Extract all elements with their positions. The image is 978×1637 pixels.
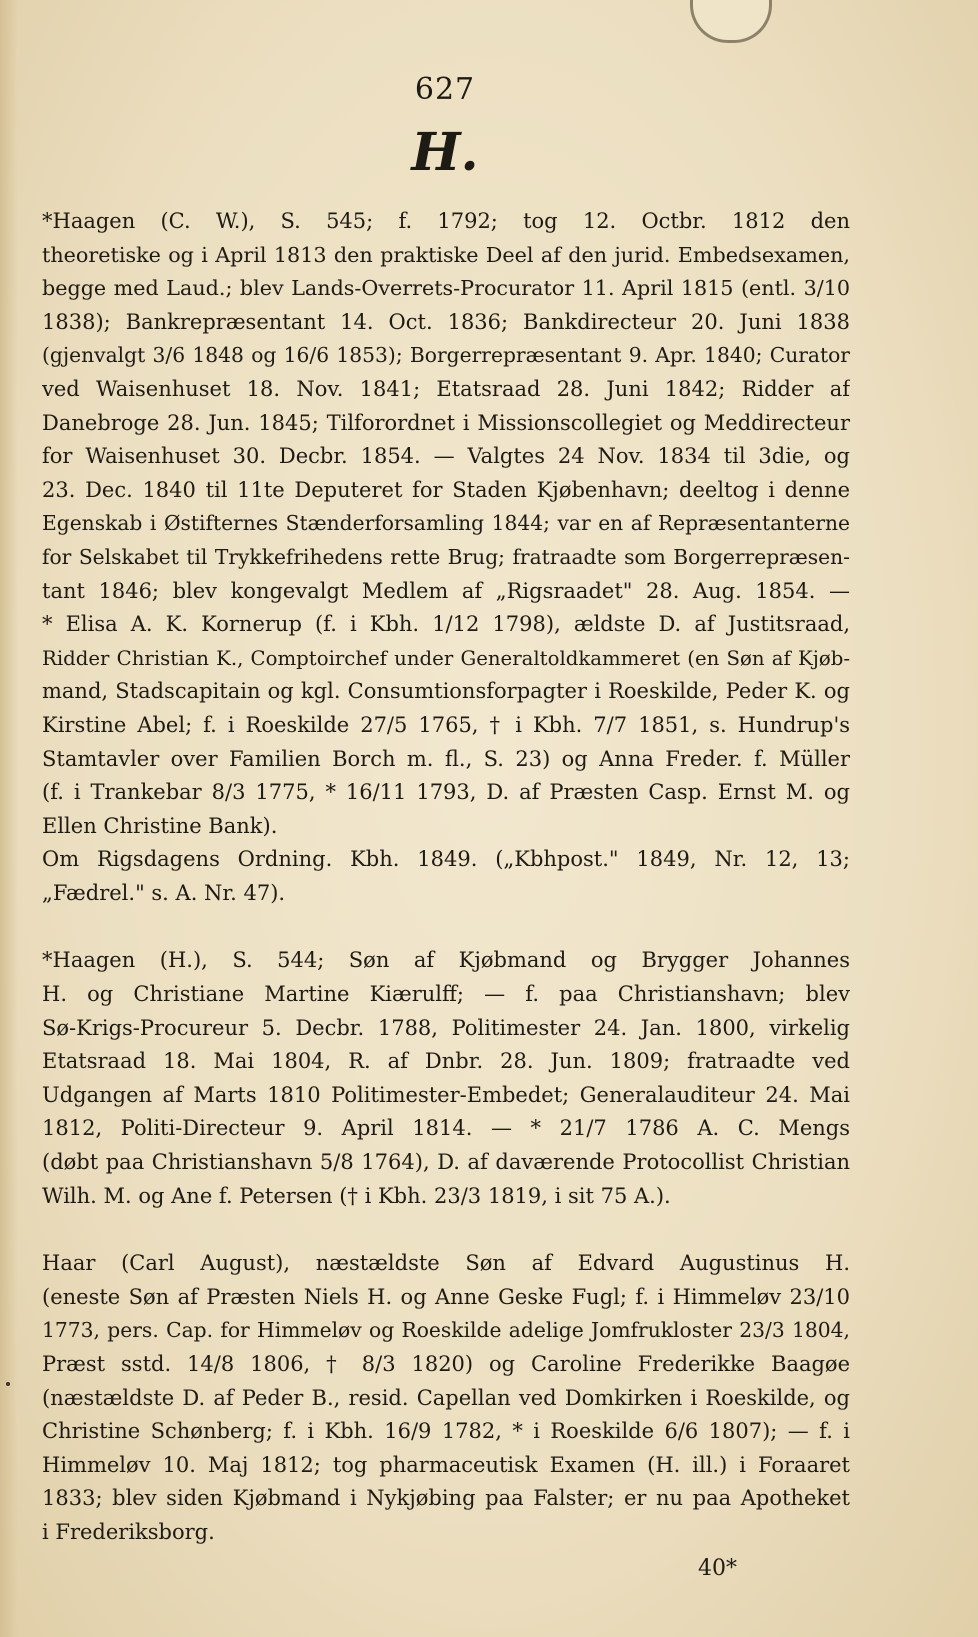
entry-line: theoretiske og i April 1813 den praktiske Deel af den jurid. Embedsexamen, [42,242,850,267]
entry-line: (f. i Trankebar 8/3 1775, * 16/11 1793, D. af Præsten Casp. Ernst M. og [42,780,850,805]
entry-line: Christine Schønberg; f. i Kbh. 16/9 1782, * i Roeskilde 6/6 1807); — f. i [42,1419,850,1444]
entry-publication-line: „Fædrel." s. A. Nr. 47). [42,880,286,905]
entries-container [42,205,850,1584]
entry-line: tant 1846; blev kongevalgt Medlem af „Rigsraadet" 28. Aug. 1854. — [42,578,850,603]
entry-line: Stamtavler over Familien Borch m. fl., S. 23) og Anna Freder. f. Müller [42,746,850,771]
entry-line: Præst sstd. 14/8 1806, † 8/3 1820) og Caroline Frederikke Baagøe [42,1352,850,1376]
entry-line: 1812, Politi-Directeur 9. April 1814. — * 21/7 1786 A. C. Mengs [42,1116,850,1141]
entry-line: mand, Stadscapitain og kgl. Consumtionsforpagter i Roeskilde, Peder K. og [42,679,850,704]
entry-publication-line: Om Rigsdagens Ordning. Kbh. 1849. („Kbhpost." 1849, Nr. 12, 13; [42,847,850,872]
entry-line: *Haagen (H.), S. 544; Søn af Kjøbmand og Brygger Johannes [42,948,850,973]
entry-line: H. og Christiane Martine Kiærulff; — f. paa Christianshavn; blev [42,982,850,1007]
entry-line: Egenskab i Østifternes Stænderforsamling 1844; var en af Repræsentanterne [42,511,850,536]
entry-line: Kirstine Abel; f. i Roeskilde 27/5 1765, † i Kbh. 7/7 1851, s. Hundrup's [42,712,850,737]
paper-speck [6,1382,10,1386]
entry-line: 1833; blev siden Kjøbmand i Nykjøbing paa Falster; er nu paa Apotheket [42,1486,850,1511]
entry-haagen-h [42,944,850,1213]
printer-signature-mark: 40* [698,1556,737,1581]
entry-line: for Selskabet til Trykkefrihedens rette Brug; fratraadte som Borgerrepræsen- [42,544,850,569]
entry-line: Danebroge 28. Jun. 1845; Tilforordnet i Missionscollegiet og Meddirecteur [42,410,850,435]
entry-line: Etatsraad 18. Mai 1804, R. af Dnbr. 28. Jun. 1809; fratraadte ved [42,1049,850,1074]
entry-line: for Waisenhuset 30. Decbr. 1854. — Valgtes 24 Nov. 1834 til 3die, og [42,444,850,469]
entry-line: 1773, pers. Cap. for Himmeløv og Roeskilde adelige Jomfrukloster 23/3 1804, [42,1318,850,1343]
section-letter-heading: H. [411,122,479,183]
entry-line: Wilh. M. og Ane f. Petersen († i Kbh. 23/3 1819, i sit 75 A.). [42,1183,671,1208]
entry-haar-carl-august [42,1247,850,1549]
entry-line: (eneste Søn af Præsten Niels H. og Anne Geske Fugl; f. i Himmeløv 23/10 [42,1284,850,1309]
entry-line: (næstældste D. af Peder B., resid. Capellan ved Domkirken i Roeskilde, og [42,1385,850,1410]
entry-line: *Haagen (C. W.), S. 545; f. 1792; tog 12. Octbr. 1812 den [42,209,850,233]
entry-line: Sø-Krigs-Procureur 5. Decbr. 1788, Politimester 24. Jan. 1800, virkelig [42,1015,850,1040]
entry-line: 23. Dec. 1840 til 11te Deputeret for Staden Kjøbenhavn; deeltog i denne [42,477,850,502]
entry-line: i Frederiksborg. [42,1519,215,1544]
entry-line: (gjenvalgt 3/6 1848 og 16/6 1853); Borgerrepræsentant 9. Apr. 1840; Curator [42,343,850,368]
page-edge-shadow [0,0,18,1637]
thumb-tab-marker [690,0,772,43]
entry-haagen-c-w [42,205,850,910]
entry-line: ved Waisenhuset 18. Nov. 1841; Etatsraad 28. Juni 1842; Ridder af [42,376,850,401]
entry-line: Ridder Christian K., Comptoirchef under Generaltoldkammeret (en Søn af Kjøb- [42,646,850,670]
entry-line: 1838); Bankrepræsentant 14. Oct. 1836; Bankdirecteur 20. Juni 1838 [42,309,850,334]
page-number: 627 [414,72,476,107]
entry-line: begge med Laud.; blev Lands-Overrets-Procurator 11. April 1815 (entl. 3/10 [42,276,850,301]
entry-line: Ellen Christine Bank). [42,813,278,838]
entry-line: Himmeløv 10. Maj 1812; tog pharmaceutisk Examen (H. ill.) i Foraaret [42,1452,850,1477]
entry-line: (døbt paa Christianshavn 5/8 1764), D. af daværende Protocollist Christian [42,1150,850,1175]
entry-line: Haar (Carl August), næstældste Søn af Edvard Augustinus H. [42,1251,850,1276]
entry-line: Udgangen af Marts 1810 Politimester-Embedet; Generalauditeur 24. Mai [42,1082,850,1107]
entry-line: * Elisa A. K. Kornerup (f. i Kbh. 1/12 1798), ældste D. af Justitsraad, [42,612,850,637]
